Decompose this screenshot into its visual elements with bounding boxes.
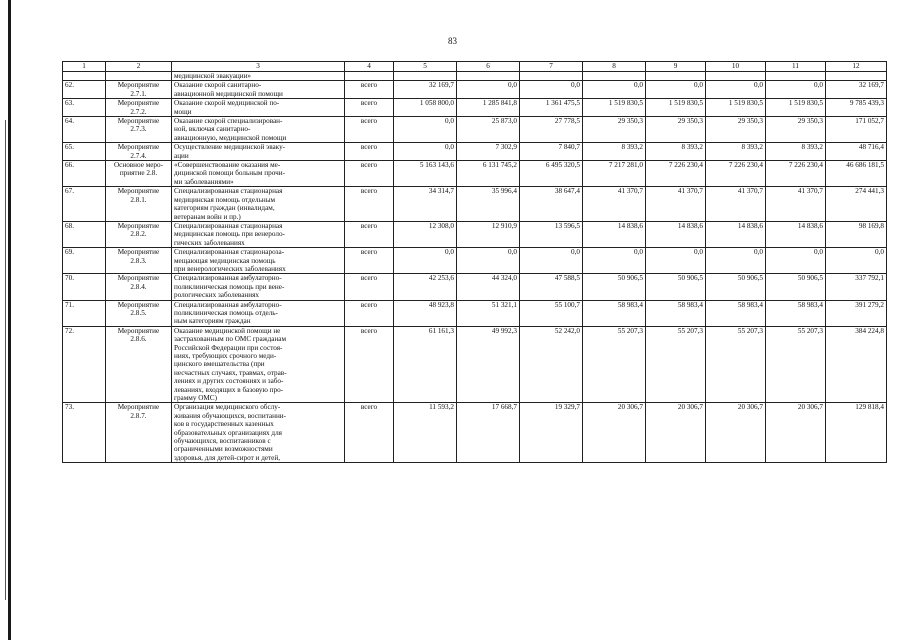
amount-cell: 14 838,6 bbox=[766, 221, 826, 247]
funding-source: всего bbox=[345, 274, 394, 300]
amount-cell: 7 302,9 bbox=[457, 143, 520, 161]
amount-cell: 171 052,7 bbox=[826, 117, 887, 143]
row-number: 67. bbox=[63, 187, 106, 222]
measure-description bbox=[172, 187, 345, 222]
description-line: авиационной медицинской помощи bbox=[174, 89, 283, 98]
amount-cell: 1 285 841,8 bbox=[457, 99, 520, 117]
funding-source: всего bbox=[345, 81, 394, 99]
page-number: 83 bbox=[448, 36, 457, 46]
measure-code-line: 2.8.2. bbox=[130, 230, 147, 239]
amount-cell: 50 906,5 bbox=[646, 274, 706, 300]
measure-code bbox=[106, 143, 172, 161]
amount-cell: 17 668,7 bbox=[457, 403, 520, 463]
measure-code-line: Мероприятие bbox=[117, 300, 160, 309]
table-row bbox=[63, 326, 887, 403]
measure-code-line: Мероприятие bbox=[117, 274, 160, 283]
amount-cell: 41 370,7 bbox=[583, 187, 646, 222]
funding-source: всего bbox=[345, 99, 394, 117]
description-line: ветеранам войн и пр.) bbox=[174, 212, 241, 221]
measure-code-line: 2.8.5. bbox=[130, 308, 147, 317]
measure-code-line: Мероприятие bbox=[117, 143, 160, 152]
description-line: медицинская помощь отдельным bbox=[174, 195, 276, 204]
amount-cell: 50 906,5 bbox=[706, 274, 766, 300]
amount-cell: 8 393,2 bbox=[583, 143, 646, 161]
amount-cell: 55 207,3 bbox=[646, 326, 706, 403]
measure-code-line: 2.7.1. bbox=[130, 89, 147, 98]
header-cell: 12 bbox=[826, 62, 887, 72]
table-row bbox=[63, 161, 887, 187]
measure-code-line: 2.7.3. bbox=[130, 125, 147, 134]
amount-cell: 8 393,2 bbox=[706, 143, 766, 161]
amount-cell: 0,0 bbox=[706, 81, 766, 99]
measure-code-line: 2.8.7. bbox=[130, 411, 147, 420]
amount-cell: 48 923,8 bbox=[394, 300, 457, 326]
amount-cell: 6 131 745,2 bbox=[457, 161, 520, 187]
table-row bbox=[63, 187, 887, 222]
amount-cell: 58 983,4 bbox=[646, 300, 706, 326]
description-line: поликлиническая помощь отдель- bbox=[174, 308, 278, 317]
funding-source: всего bbox=[345, 326, 394, 403]
measure-code bbox=[106, 248, 172, 274]
measure-code-line: 2.7.4. bbox=[130, 151, 147, 160]
amount-cell: 55 100,7 bbox=[520, 300, 583, 326]
amount-cell: 29 350,3 bbox=[646, 117, 706, 143]
description-line: ации bbox=[174, 151, 189, 160]
amount-cell: 50 906,5 bbox=[766, 274, 826, 300]
description-line: лениях и других состояниях и забо- bbox=[174, 377, 284, 386]
amount-cell: 7 226 230,4 bbox=[766, 161, 826, 187]
description-line: Специализированная стационароза- bbox=[174, 248, 285, 257]
table-row bbox=[63, 274, 887, 300]
amount-cell: 0,0 bbox=[826, 248, 887, 274]
amount-cell: 12 308,0 bbox=[394, 221, 457, 247]
amount-cell: 7 217 281,0 bbox=[583, 161, 646, 187]
funding-source: всего bbox=[345, 143, 394, 161]
description-line: Организация медицинского обслу- bbox=[174, 403, 281, 412]
header-cell: 2 bbox=[106, 62, 172, 72]
amount-cell: 384 224,8 bbox=[826, 326, 887, 403]
amount-cell: 19 329,7 bbox=[520, 403, 583, 463]
description-line: живания обучающихся, воспитанни- bbox=[174, 411, 287, 420]
row-number: 64. bbox=[63, 117, 106, 143]
amount-cell: 50 906,5 bbox=[583, 274, 646, 300]
row-number: 72. bbox=[63, 326, 106, 403]
amount-cell: 35 996,4 bbox=[457, 187, 520, 222]
amount-cell: 61 161,3 bbox=[394, 326, 457, 403]
amount-cell: 14 838,6 bbox=[706, 221, 766, 247]
description-line: несчастных случаях, травмах, отрав- bbox=[174, 368, 287, 377]
description-line: ным категориям граждан bbox=[174, 317, 251, 326]
description-line: обучающихся, воспитанников с bbox=[174, 437, 271, 446]
amount-cell: 6 495 320,5 bbox=[520, 161, 583, 187]
measure-code-line: 2.8.4. bbox=[130, 282, 147, 291]
measure-code bbox=[106, 326, 172, 403]
description-line: при венерологических заболеваниях bbox=[174, 264, 286, 273]
description-line: леваниях, входящих в базовую про- bbox=[174, 385, 284, 394]
amount-cell: 46 686 181,5 bbox=[826, 161, 887, 187]
header-cell: 3 bbox=[172, 62, 345, 72]
row-number: 65. bbox=[63, 143, 106, 161]
amount-cell: 25 873,0 bbox=[457, 117, 520, 143]
measure-code bbox=[106, 300, 172, 326]
amount-cell: 1 519 830,5 bbox=[766, 99, 826, 117]
description-line: категориям граждан (инвалидам, bbox=[174, 204, 275, 213]
amount-cell: 0,0 bbox=[394, 117, 457, 143]
amount-cell: 29 350,3 bbox=[583, 117, 646, 143]
description-line: гических заболеваниях bbox=[174, 238, 245, 247]
amount-cell: 8 393,2 bbox=[766, 143, 826, 161]
description-line: ми заболеваниями» bbox=[174, 177, 234, 186]
header-cell: 9 bbox=[646, 62, 706, 72]
measure-code-line: Мероприятие bbox=[117, 99, 160, 108]
amount-cell: 13 596,5 bbox=[520, 221, 583, 247]
amount-cell: 0,0 bbox=[520, 248, 583, 274]
measure-code-line: 2.7.2. bbox=[130, 107, 147, 116]
description-line: здоровья, для детей-сирот и детей, bbox=[174, 453, 281, 462]
description-line: рологических заболеваниях bbox=[174, 291, 260, 300]
amount-cell: 27 778,5 bbox=[520, 117, 583, 143]
amount-cell: 20 306,7 bbox=[766, 403, 826, 463]
table-row bbox=[63, 117, 887, 143]
measure-code bbox=[106, 81, 172, 99]
table-row bbox=[63, 81, 887, 99]
measure-description bbox=[172, 300, 345, 326]
continuation-row bbox=[63, 72, 887, 81]
header-cell: 11 bbox=[766, 62, 826, 72]
amount-cell: 1 519 830,5 bbox=[646, 99, 706, 117]
description-line: ков в государственных казенных bbox=[174, 420, 274, 429]
measure-code-line: Основное меро- bbox=[113, 161, 164, 170]
table-row bbox=[63, 143, 887, 161]
measure-code bbox=[106, 117, 172, 143]
amount-cell: 41 370,7 bbox=[646, 187, 706, 222]
measure-description bbox=[172, 117, 345, 143]
amount-cell: 47 588,5 bbox=[520, 274, 583, 300]
measure-description bbox=[172, 274, 345, 300]
measure-code bbox=[106, 99, 172, 117]
row-number: 63. bbox=[63, 99, 106, 117]
funding-source: всего bbox=[345, 187, 394, 222]
amount-cell: 5 163 143,6 bbox=[394, 161, 457, 187]
description-line: Оказание скорой медицинской по- bbox=[174, 99, 280, 108]
row-number: 70. bbox=[63, 274, 106, 300]
header-cell: 6 bbox=[457, 62, 520, 72]
amount-cell: 9 785 439,3 bbox=[826, 99, 887, 117]
measure-code-line: Мероприятие bbox=[117, 117, 160, 126]
measure-description bbox=[172, 221, 345, 247]
amount-cell: 20 306,7 bbox=[706, 403, 766, 463]
amount-cell: 29 350,3 bbox=[766, 117, 826, 143]
amount-cell: 0,0 bbox=[457, 81, 520, 99]
amount-cell: 0,0 bbox=[646, 248, 706, 274]
amount-cell: 0,0 bbox=[520, 81, 583, 99]
description-line: образовательных организациях для bbox=[174, 428, 282, 437]
amount-cell: 1 058 800,0 bbox=[394, 99, 457, 117]
amount-cell: 0,0 bbox=[766, 81, 826, 99]
amount-cell: 0,0 bbox=[766, 248, 826, 274]
header-cell: 4 bbox=[345, 62, 394, 72]
table-row bbox=[63, 403, 887, 463]
measure-code-line: Мероприятие bbox=[117, 221, 160, 230]
header-cell: 10 bbox=[706, 62, 766, 72]
amount-cell: 20 306,7 bbox=[646, 403, 706, 463]
measure-description bbox=[172, 403, 345, 463]
measure-code-line: 2.8.6. bbox=[130, 335, 147, 344]
description-line: застрахованным по ОМС гражданам bbox=[174, 335, 287, 344]
measure-code bbox=[106, 187, 172, 222]
amount-cell: 0,0 bbox=[394, 143, 457, 161]
measure-description bbox=[172, 161, 345, 187]
description-line: грамму ОМС) bbox=[174, 394, 217, 403]
amount-cell: 98 169,8 bbox=[826, 221, 887, 247]
amount-cell: 41 370,7 bbox=[766, 187, 826, 222]
amount-cell: 12 910,9 bbox=[457, 221, 520, 247]
amount-cell: 32 169,7 bbox=[394, 81, 457, 99]
funding-source: всего bbox=[345, 221, 394, 247]
description-line: Специализированная амбулаторно- bbox=[174, 274, 282, 283]
header-cell: 7 bbox=[520, 62, 583, 72]
amount-cell: 0,0 bbox=[646, 81, 706, 99]
amount-cell: 129 818,4 bbox=[826, 403, 887, 463]
amount-cell: 52 242,0 bbox=[520, 326, 583, 403]
funding-source: всего bbox=[345, 117, 394, 143]
row-number: 71. bbox=[63, 300, 106, 326]
amount-cell: 7 226 230,4 bbox=[646, 161, 706, 187]
table-row bbox=[63, 99, 887, 117]
amount-cell: 391 279,2 bbox=[826, 300, 887, 326]
row-number: 68. bbox=[63, 221, 106, 247]
amount-cell: 44 324,0 bbox=[457, 274, 520, 300]
header-cell: 8 bbox=[583, 62, 646, 72]
measure-code-line: Мероприятие bbox=[117, 326, 160, 335]
amount-cell: 14 838,6 bbox=[646, 221, 706, 247]
measure-code-line: Мероприятие bbox=[117, 248, 160, 257]
header-row bbox=[63, 62, 887, 72]
description-line: ной, включая санитарно- bbox=[174, 125, 251, 134]
measure-code-line: 2.8.1. bbox=[130, 195, 147, 204]
measure-description bbox=[172, 99, 345, 117]
description-line: поликлиническая помощь при вене- bbox=[174, 282, 285, 291]
description-line: Российской Федерации при состоя- bbox=[174, 343, 283, 352]
funding-source: всего bbox=[345, 300, 394, 326]
amount-cell: 29 350,3 bbox=[706, 117, 766, 143]
description-line: ниях, требующих срочного меди- bbox=[174, 352, 277, 360]
amount-cell: 0,0 bbox=[583, 81, 646, 99]
amount-cell: 337 792,1 bbox=[826, 274, 887, 300]
table-row bbox=[63, 248, 887, 274]
measure-code-line: Мероприятие bbox=[117, 81, 160, 90]
description-line: медицинская помощь при венероло- bbox=[174, 230, 285, 239]
row-number: 69. bbox=[63, 248, 106, 274]
description-line: Оказание медицинской помощи не bbox=[174, 326, 281, 335]
measure-code-line: Мероприятие bbox=[117, 187, 160, 196]
amount-cell: 0,0 bbox=[706, 248, 766, 274]
funding-source: всего bbox=[345, 248, 394, 274]
amount-cell: 20 306,7 bbox=[583, 403, 646, 463]
amount-cell: 274 441,3 bbox=[826, 187, 887, 222]
description-line: Специализированная стационарная bbox=[174, 187, 283, 196]
amount-cell: 11 593,2 bbox=[394, 403, 457, 463]
row-number: 73. bbox=[63, 403, 106, 463]
table-row bbox=[63, 300, 887, 326]
amount-cell: 49 992,3 bbox=[457, 326, 520, 403]
amount-cell: 0,0 bbox=[583, 248, 646, 274]
continuation-text: медицинской эвакуации» bbox=[172, 72, 345, 81]
measure-description bbox=[172, 81, 345, 99]
description-line: авиационную, медицинской помощи bbox=[174, 133, 287, 142]
description-line: цинского вмешательства (при bbox=[174, 360, 265, 369]
description-line: Специализированная амбулаторно- bbox=[174, 300, 282, 309]
amount-cell: 8 393,2 bbox=[646, 143, 706, 161]
measure-description bbox=[172, 248, 345, 274]
measure-code bbox=[106, 403, 172, 463]
amount-cell: 1 519 830,5 bbox=[583, 99, 646, 117]
measure-code bbox=[106, 221, 172, 247]
amount-cell: 42 253,6 bbox=[394, 274, 457, 300]
amount-cell: 55 207,3 bbox=[583, 326, 646, 403]
amount-cell: 1 361 475,5 bbox=[520, 99, 583, 117]
header-cell: 1 bbox=[63, 62, 106, 72]
description-line: «Совершенствование оказания ме- bbox=[174, 161, 281, 170]
amount-cell: 58 983,4 bbox=[706, 300, 766, 326]
budget-table bbox=[62, 61, 887, 463]
description-line: мощи bbox=[174, 107, 192, 116]
amount-cell: 0,0 bbox=[457, 248, 520, 274]
measure-code bbox=[106, 161, 172, 187]
measure-description bbox=[172, 326, 345, 403]
description-line: Оказание скорой специализирован- bbox=[174, 117, 283, 126]
description-line: ограниченными возможностями bbox=[174, 445, 273, 454]
amount-cell: 34 314,7 bbox=[394, 187, 457, 222]
funding-source: всего bbox=[345, 403, 394, 463]
header-cell: 5 bbox=[394, 62, 457, 72]
amount-cell: 32 169,7 bbox=[826, 81, 887, 99]
amount-cell: 7 226 230,4 bbox=[706, 161, 766, 187]
amount-cell: 7 840,7 bbox=[520, 143, 583, 161]
amount-cell: 38 647,4 bbox=[520, 187, 583, 222]
measure-description bbox=[172, 143, 345, 161]
measure-code-line: приятие 2.8. bbox=[119, 169, 158, 178]
amount-cell: 58 983,4 bbox=[583, 300, 646, 326]
measure-code-line: Мероприятие bbox=[117, 403, 160, 412]
measure-code-line: 2.8.3. bbox=[130, 256, 147, 265]
table-row bbox=[63, 221, 887, 247]
scan-edge-line bbox=[5, 120, 6, 600]
amount-cell: 55 207,3 bbox=[706, 326, 766, 403]
amount-cell: 1 519 830,5 bbox=[706, 99, 766, 117]
amount-cell: 48 716,4 bbox=[826, 143, 887, 161]
amount-cell: 51 321,1 bbox=[457, 300, 520, 326]
description-line: Специализированная стационарная bbox=[174, 221, 283, 230]
amount-cell: 0,0 bbox=[394, 248, 457, 274]
measure-code bbox=[106, 274, 172, 300]
description-line: мещающая медицинская помощь bbox=[174, 256, 276, 265]
amount-cell: 55 207,3 bbox=[766, 326, 826, 403]
funding-source: всего bbox=[345, 161, 394, 187]
row-number: 62. bbox=[63, 81, 106, 99]
description-line: Оказание скорой санитарно- bbox=[174, 81, 262, 90]
amount-cell: 58 983,4 bbox=[766, 300, 826, 326]
row-number: 66. bbox=[63, 161, 106, 187]
description-line: Осуществление медицинской эваку- bbox=[174, 143, 286, 152]
scan-edge-bar bbox=[8, 0, 11, 640]
amount-cell: 41 370,7 bbox=[706, 187, 766, 222]
amount-cell: 14 838,6 bbox=[583, 221, 646, 247]
description-line: дицинской помощи больным прочи- bbox=[174, 169, 285, 178]
